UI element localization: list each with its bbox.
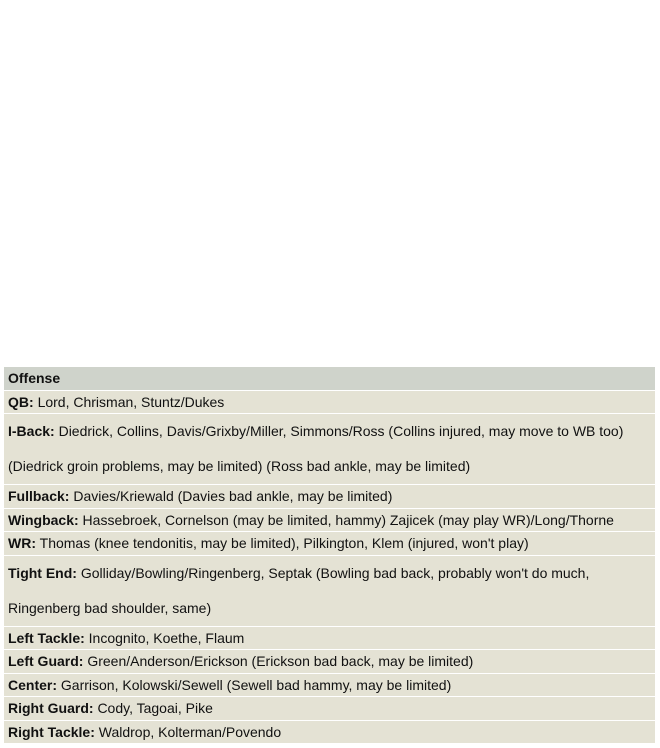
row-cell [4, 531, 655, 555]
row-cell [4, 626, 655, 650]
row-cell [4, 673, 655, 697]
table-row [4, 696, 655, 720]
row-cell [4, 696, 655, 720]
position-label: Center: [8, 676, 58, 693]
position-label: Fullback: [8, 488, 70, 504]
row-cell [4, 484, 655, 508]
position-label: Left Guard: [8, 653, 84, 669]
row-cell [4, 555, 655, 626]
table-row [4, 413, 655, 484]
row-cell [4, 720, 655, 744]
players-text: Diedrick, Collins, Davis/Grixby/Miller, Simmons/Ross (Collins injured, may move to WB too)(Diedrick groin problems, may be limited) (Ross bad ankle, may be limited) [8, 423, 624, 474]
table-row [4, 626, 655, 650]
position-label: QB: [8, 393, 34, 410]
position-label: Left Tackle: [8, 629, 85, 646]
offense-depth-chart [4, 366, 655, 743]
players-text: Garrison, Kolowski/Sewell (Sewell bad hammy, may be limited) [60, 676, 452, 693]
position-label: Right Tackle: [8, 723, 95, 740]
section-header-row [4, 366, 655, 390]
table-row [4, 484, 655, 508]
position-label: I-Back: [8, 423, 55, 439]
row-cell [4, 390, 655, 414]
players-text: Hassebroek, Cornelson (may be limited, hammy) Zajicek (may play WR)/Long/Thorne [82, 511, 614, 528]
position-label: Right Guard: [8, 700, 94, 716]
table-row [4, 531, 655, 555]
players-text: Thomas (knee tendonitis, may be limited), Pilkington, Klem (injured, won't play) [39, 535, 529, 551]
players-text: Incognito, Koethe, Flaum [88, 629, 245, 646]
row-cell [4, 649, 655, 673]
table-row [4, 720, 655, 744]
players-text: Lord, Chrisman, Stuntz/Dukes [37, 393, 225, 410]
position-label: Wingback: [8, 511, 79, 528]
table-row [4, 649, 655, 673]
players-text: Waldrop, Kolterman/Povendo [98, 723, 282, 740]
row-cell [4, 413, 655, 484]
position-label: Tight End: [8, 564, 77, 581]
table-row [4, 555, 655, 626]
players-text: Green/Anderson/Erickson (Erickson bad back, may be limited) [87, 653, 474, 669]
players-text: Davies/Kriewald (Davies bad ankle, may be limited) [73, 488, 393, 504]
row-cell [4, 508, 655, 532]
players-text: Cody, Tagoai, Pike [97, 700, 213, 716]
position-label: WR: [8, 535, 36, 551]
players-text: Golliday/Bowling/Ringenberg, Septak (Bowling bad back, probably won't do much, Ringenberg bad shoulder, same) [8, 564, 590, 616]
table-row [4, 390, 655, 414]
table-row [4, 508, 655, 532]
section-title: Offense [4, 366, 655, 390]
table-row [4, 673, 655, 697]
